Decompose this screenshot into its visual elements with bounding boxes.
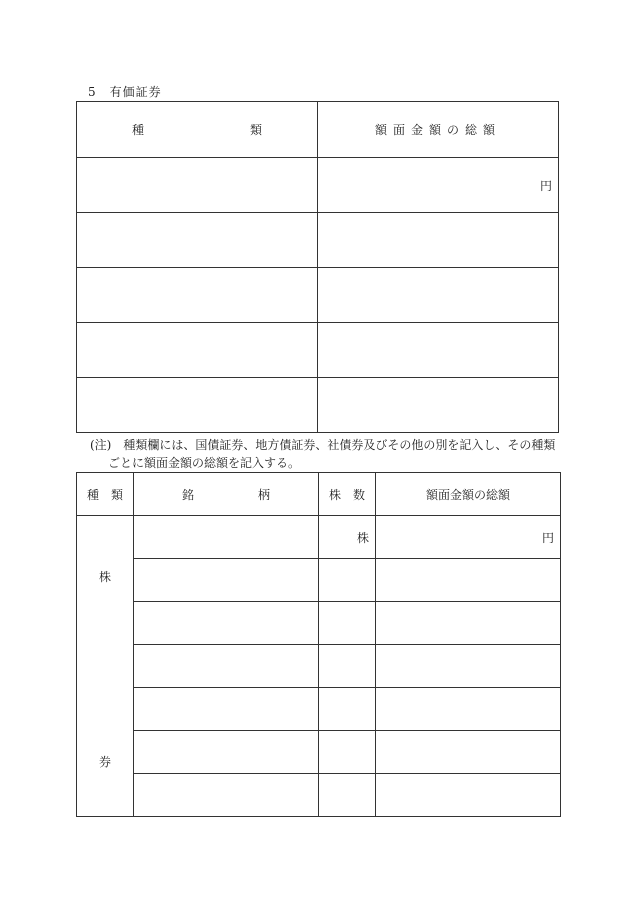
total-cell[interactable] (318, 268, 559, 323)
total-cell[interactable] (318, 158, 559, 213)
total-cell[interactable] (318, 213, 559, 268)
total-cell[interactable] (376, 688, 561, 731)
section-title: 5 有価証券 (88, 85, 162, 99)
total-cell[interactable] (318, 323, 559, 378)
table-row (77, 645, 561, 688)
table-row (77, 559, 561, 602)
header-issue (134, 473, 319, 516)
kind-cell[interactable] (77, 323, 318, 378)
note-line-1: (注) 種類欄には、国債証券、地方債証券、社債券及びその他の別を記入し、その種類 (90, 438, 556, 452)
yen-unit: 円 (541, 530, 554, 545)
table-row (77, 774, 561, 817)
shares-cell[interactable] (319, 559, 376, 602)
shares-cell[interactable] (319, 731, 376, 774)
shares-cell[interactable] (319, 774, 376, 817)
kind-cell[interactable] (77, 268, 318, 323)
issue-cell[interactable] (134, 559, 319, 602)
yen-unit: 円 (539, 178, 552, 193)
header-shares: 株 数 (319, 473, 376, 516)
shares-cell[interactable] (319, 516, 376, 559)
total-cell[interactable] (376, 559, 561, 602)
header-issue-a: 銘 (182, 487, 195, 502)
header-kind-b: 類 (249, 123, 262, 137)
table-header-row (77, 473, 561, 516)
header-total-face-value: 額面金額の総額 (318, 102, 559, 158)
header-kind-a: 種 (132, 123, 145, 137)
note-line-2: ごとに額面金額の総額を記入する。 (108, 456, 301, 470)
issue-cell[interactable] (134, 516, 319, 559)
shares-cell[interactable] (319, 688, 376, 731)
table-row (77, 516, 561, 559)
shares-cell[interactable] (319, 645, 376, 688)
securities-table (76, 101, 559, 433)
table-row (77, 731, 561, 774)
table-header-row (77, 102, 559, 158)
stock-certificates-table (76, 472, 561, 817)
kind-cell[interactable] (77, 213, 318, 268)
issue-cell[interactable] (134, 774, 319, 817)
total-cell[interactable] (376, 774, 561, 817)
kind-stock-cell (77, 516, 134, 817)
total-cell[interactable] (376, 516, 561, 559)
note (90, 436, 560, 472)
header-kind (77, 102, 318, 158)
table-row (77, 688, 561, 731)
total-cell[interactable] (376, 645, 561, 688)
header-total-face-value: 額面金額の総額 (376, 473, 561, 516)
total-cell[interactable] (376, 602, 561, 645)
table-row (77, 213, 559, 268)
kind-label-top: 株 (98, 570, 111, 584)
header-issue-b: 柄 (257, 487, 270, 502)
total-cell[interactable] (318, 378, 559, 433)
table-row (77, 378, 559, 433)
header-kind: 種 類 (77, 473, 134, 516)
table-row (77, 323, 559, 378)
issue-cell[interactable] (134, 688, 319, 731)
table-row (77, 268, 559, 323)
issue-cell[interactable] (134, 602, 319, 645)
table-row (77, 158, 559, 213)
kind-cell[interactable] (77, 378, 318, 433)
issue-cell[interactable] (134, 645, 319, 688)
kind-cell[interactable] (77, 158, 318, 213)
shares-cell[interactable] (319, 602, 376, 645)
total-cell[interactable] (376, 731, 561, 774)
kind-label-bottom: 券 (98, 755, 111, 769)
issue-cell[interactable] (134, 731, 319, 774)
shares-unit: 株 (356, 530, 369, 545)
table-row (77, 602, 561, 645)
